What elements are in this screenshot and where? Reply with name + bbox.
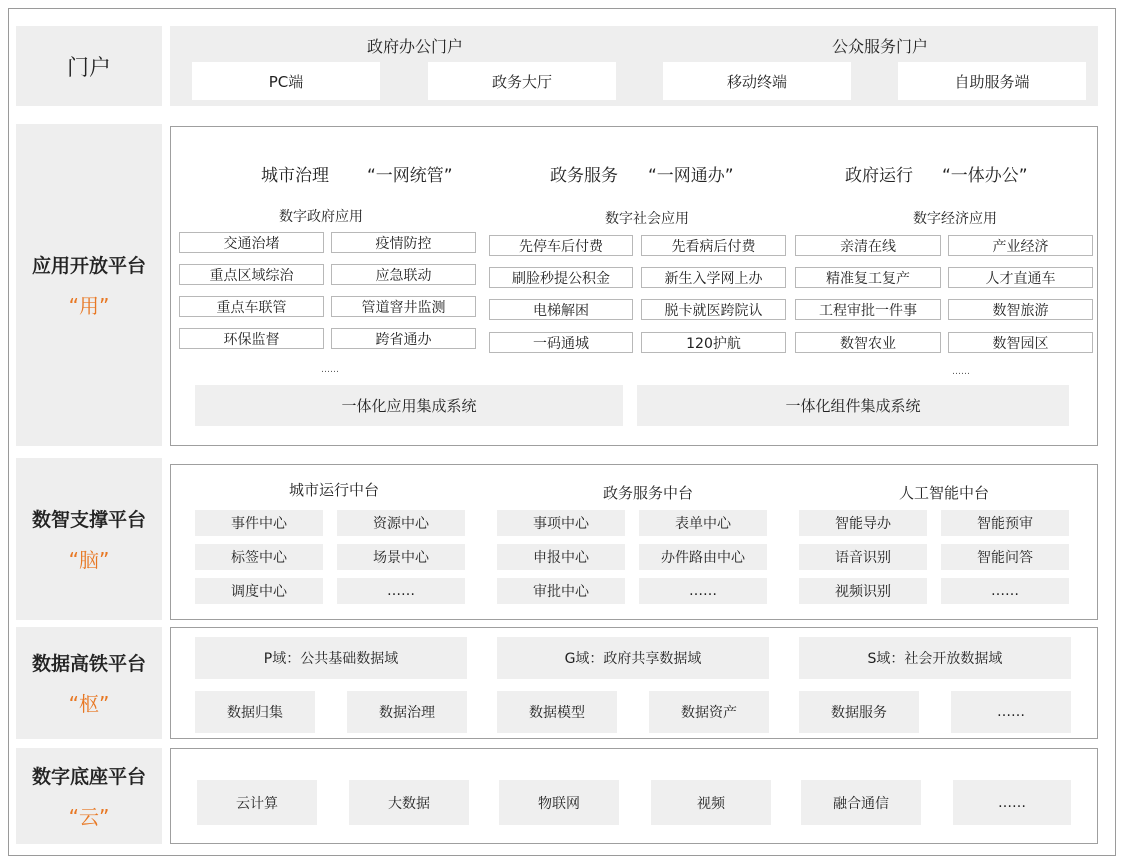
portal-item-mobile: 移动终端: [663, 62, 851, 100]
cloud-computing: 云计算: [197, 780, 317, 825]
economy-app-item: 工程审批一件事: [795, 299, 941, 320]
group-title-digital-gov: 数字政府应用: [279, 209, 363, 225]
base-platform-side-label: [16, 748, 162, 844]
data-platform-tag: “枢”: [68, 692, 110, 716]
economy-apps-more: ……: [952, 367, 970, 377]
economy-app-item: 精准复工复产: [795, 267, 941, 288]
group-title-digital-economy: 数字经济应用: [913, 211, 997, 227]
gov-service-item: 申报中心: [497, 544, 625, 570]
society-app-item: 刷脸秒提公积金: [489, 267, 633, 288]
ai-item: 智能导办: [799, 510, 927, 536]
economy-app-item: 人才直通车: [948, 267, 1093, 288]
data-item: 数据归集: [195, 691, 315, 733]
ai-item: 语音识别: [799, 544, 927, 570]
portal-side-label: [16, 26, 162, 106]
heading-gov-service-slogan: “一网通办”: [648, 166, 734, 186]
video: 视频: [651, 780, 771, 825]
portal-item-service-hall: 政务大厅: [428, 62, 616, 100]
gov-app-item: 环保监督: [179, 328, 324, 349]
gov-app-item: 应急联动: [331, 264, 476, 285]
data-item: 数据服务: [799, 691, 919, 733]
gov-service-item: 办件路由中心: [639, 544, 767, 570]
s-domain: S域：社会开放数据域: [799, 637, 1071, 679]
p-domain: P域：公共基础数据域: [195, 637, 467, 679]
data-platform-panel: [170, 627, 1098, 739]
gov-app-item: 疫情防控: [331, 232, 476, 253]
economy-app-item: 数智园区: [948, 332, 1093, 353]
society-app-item: 先看病后付费: [641, 235, 786, 256]
city-ops-center-title: 城市运行中台: [288, 481, 379, 499]
ai-item: 智能预审: [941, 510, 1069, 536]
heading-city-governance: 城市治理: [261, 166, 329, 186]
gov-app-item: 跨省通办: [331, 328, 476, 349]
gov-apps-more: ……: [321, 365, 339, 375]
iot: 物联网: [499, 780, 619, 825]
base-more: ……: [953, 780, 1071, 825]
g-domain: G域：政府共享数据域: [497, 637, 769, 679]
city-ops-item: 资源中心: [337, 510, 465, 536]
app-platform-side-label: [16, 124, 162, 446]
group-title-digital-society: 数字社会应用: [605, 211, 689, 227]
society-app-item: 一码通城: [489, 332, 633, 353]
integrated-component-system: 一体化组件集成系统: [637, 385, 1069, 426]
gov-app-item: 交通治堵: [179, 232, 324, 253]
gov-service-center-title: 政务服务中台: [602, 484, 693, 502]
gov-service-item: 审批中心: [497, 578, 625, 604]
ai-item: 智能问答: [941, 544, 1069, 570]
city-ops-item: 事件中心: [195, 510, 323, 536]
ai-center-title: 人工智能中台: [898, 484, 989, 502]
society-app-item: 脱卡就医跨院认: [641, 299, 786, 320]
city-ops-item: 场景中心: [337, 544, 465, 570]
heading-city-governance-slogan: “一网统管”: [367, 166, 453, 186]
brain-platform-panel: [170, 464, 1098, 620]
heading-gov-operation: 政府运行: [845, 166, 913, 186]
data-item: 数据治理: [347, 691, 467, 733]
society-app-item: 120护航: [641, 332, 786, 353]
economy-app-item: 亲清在线: [795, 235, 941, 256]
gov-app-item: 重点区域综治: [179, 264, 324, 285]
app-platform-tag: “用”: [68, 294, 110, 318]
app-platform-panel: [170, 126, 1098, 446]
gov-app-item: 管道窨井监测: [331, 296, 476, 317]
gov-office-portal-title: 政府办公门户: [366, 37, 463, 56]
city-ops-item: ……: [337, 578, 465, 604]
ai-item: 视频识别: [799, 578, 927, 604]
heading-gov-operation-slogan: “一体办公”: [942, 166, 1028, 186]
gov-service-item: 表单中心: [639, 510, 767, 536]
data-platform-side-label: [16, 627, 162, 739]
base-platform-label: 数字底座平台: [31, 766, 146, 788]
public-service-portal-title: 公众服务门户: [831, 37, 928, 56]
ai-item: ……: [941, 578, 1069, 604]
converged-comms: 融合通信: [801, 780, 921, 825]
gov-service-item: ……: [639, 578, 767, 604]
economy-app-item: 产业经济: [948, 235, 1093, 256]
gov-service-item: 事项中心: [497, 510, 625, 536]
data-platform-label: 数据高铁平台: [31, 653, 146, 675]
portal-panel: [170, 26, 1098, 106]
economy-app-item: 数智农业: [795, 332, 941, 353]
data-item: 数据模型: [497, 691, 617, 733]
heading-gov-service: 政务服务: [550, 166, 618, 186]
portal-label: 门户: [66, 55, 111, 81]
gov-app-item: 重点车联管: [179, 296, 324, 317]
brain-platform-tag: “脑”: [68, 548, 110, 572]
society-app-item: 电梯解困: [489, 299, 633, 320]
base-platform-panel: [170, 748, 1098, 844]
app-platform-label: 应用开放平台: [31, 255, 146, 277]
city-ops-item: 标签中心: [195, 544, 323, 570]
portal-item-pc: PC端: [192, 62, 380, 100]
society-app-item: 新生入学网上办: [641, 267, 786, 288]
brain-platform-label: 数智支撑平台: [31, 509, 146, 531]
society-app-item: 先停车后付费: [489, 235, 633, 256]
base-platform-tag: “云”: [68, 805, 110, 829]
data-item: ……: [951, 691, 1071, 733]
portal-item-self-service: 自助服务端: [898, 62, 1086, 100]
city-ops-item: 调度中心: [195, 578, 323, 604]
integrated-app-system: 一体化应用集成系统: [195, 385, 623, 426]
data-item: 数据资产: [649, 691, 769, 733]
brain-platform-side-label: [16, 458, 162, 620]
big-data: 大数据: [349, 780, 469, 825]
economy-app-item: 数智旅游: [948, 299, 1093, 320]
